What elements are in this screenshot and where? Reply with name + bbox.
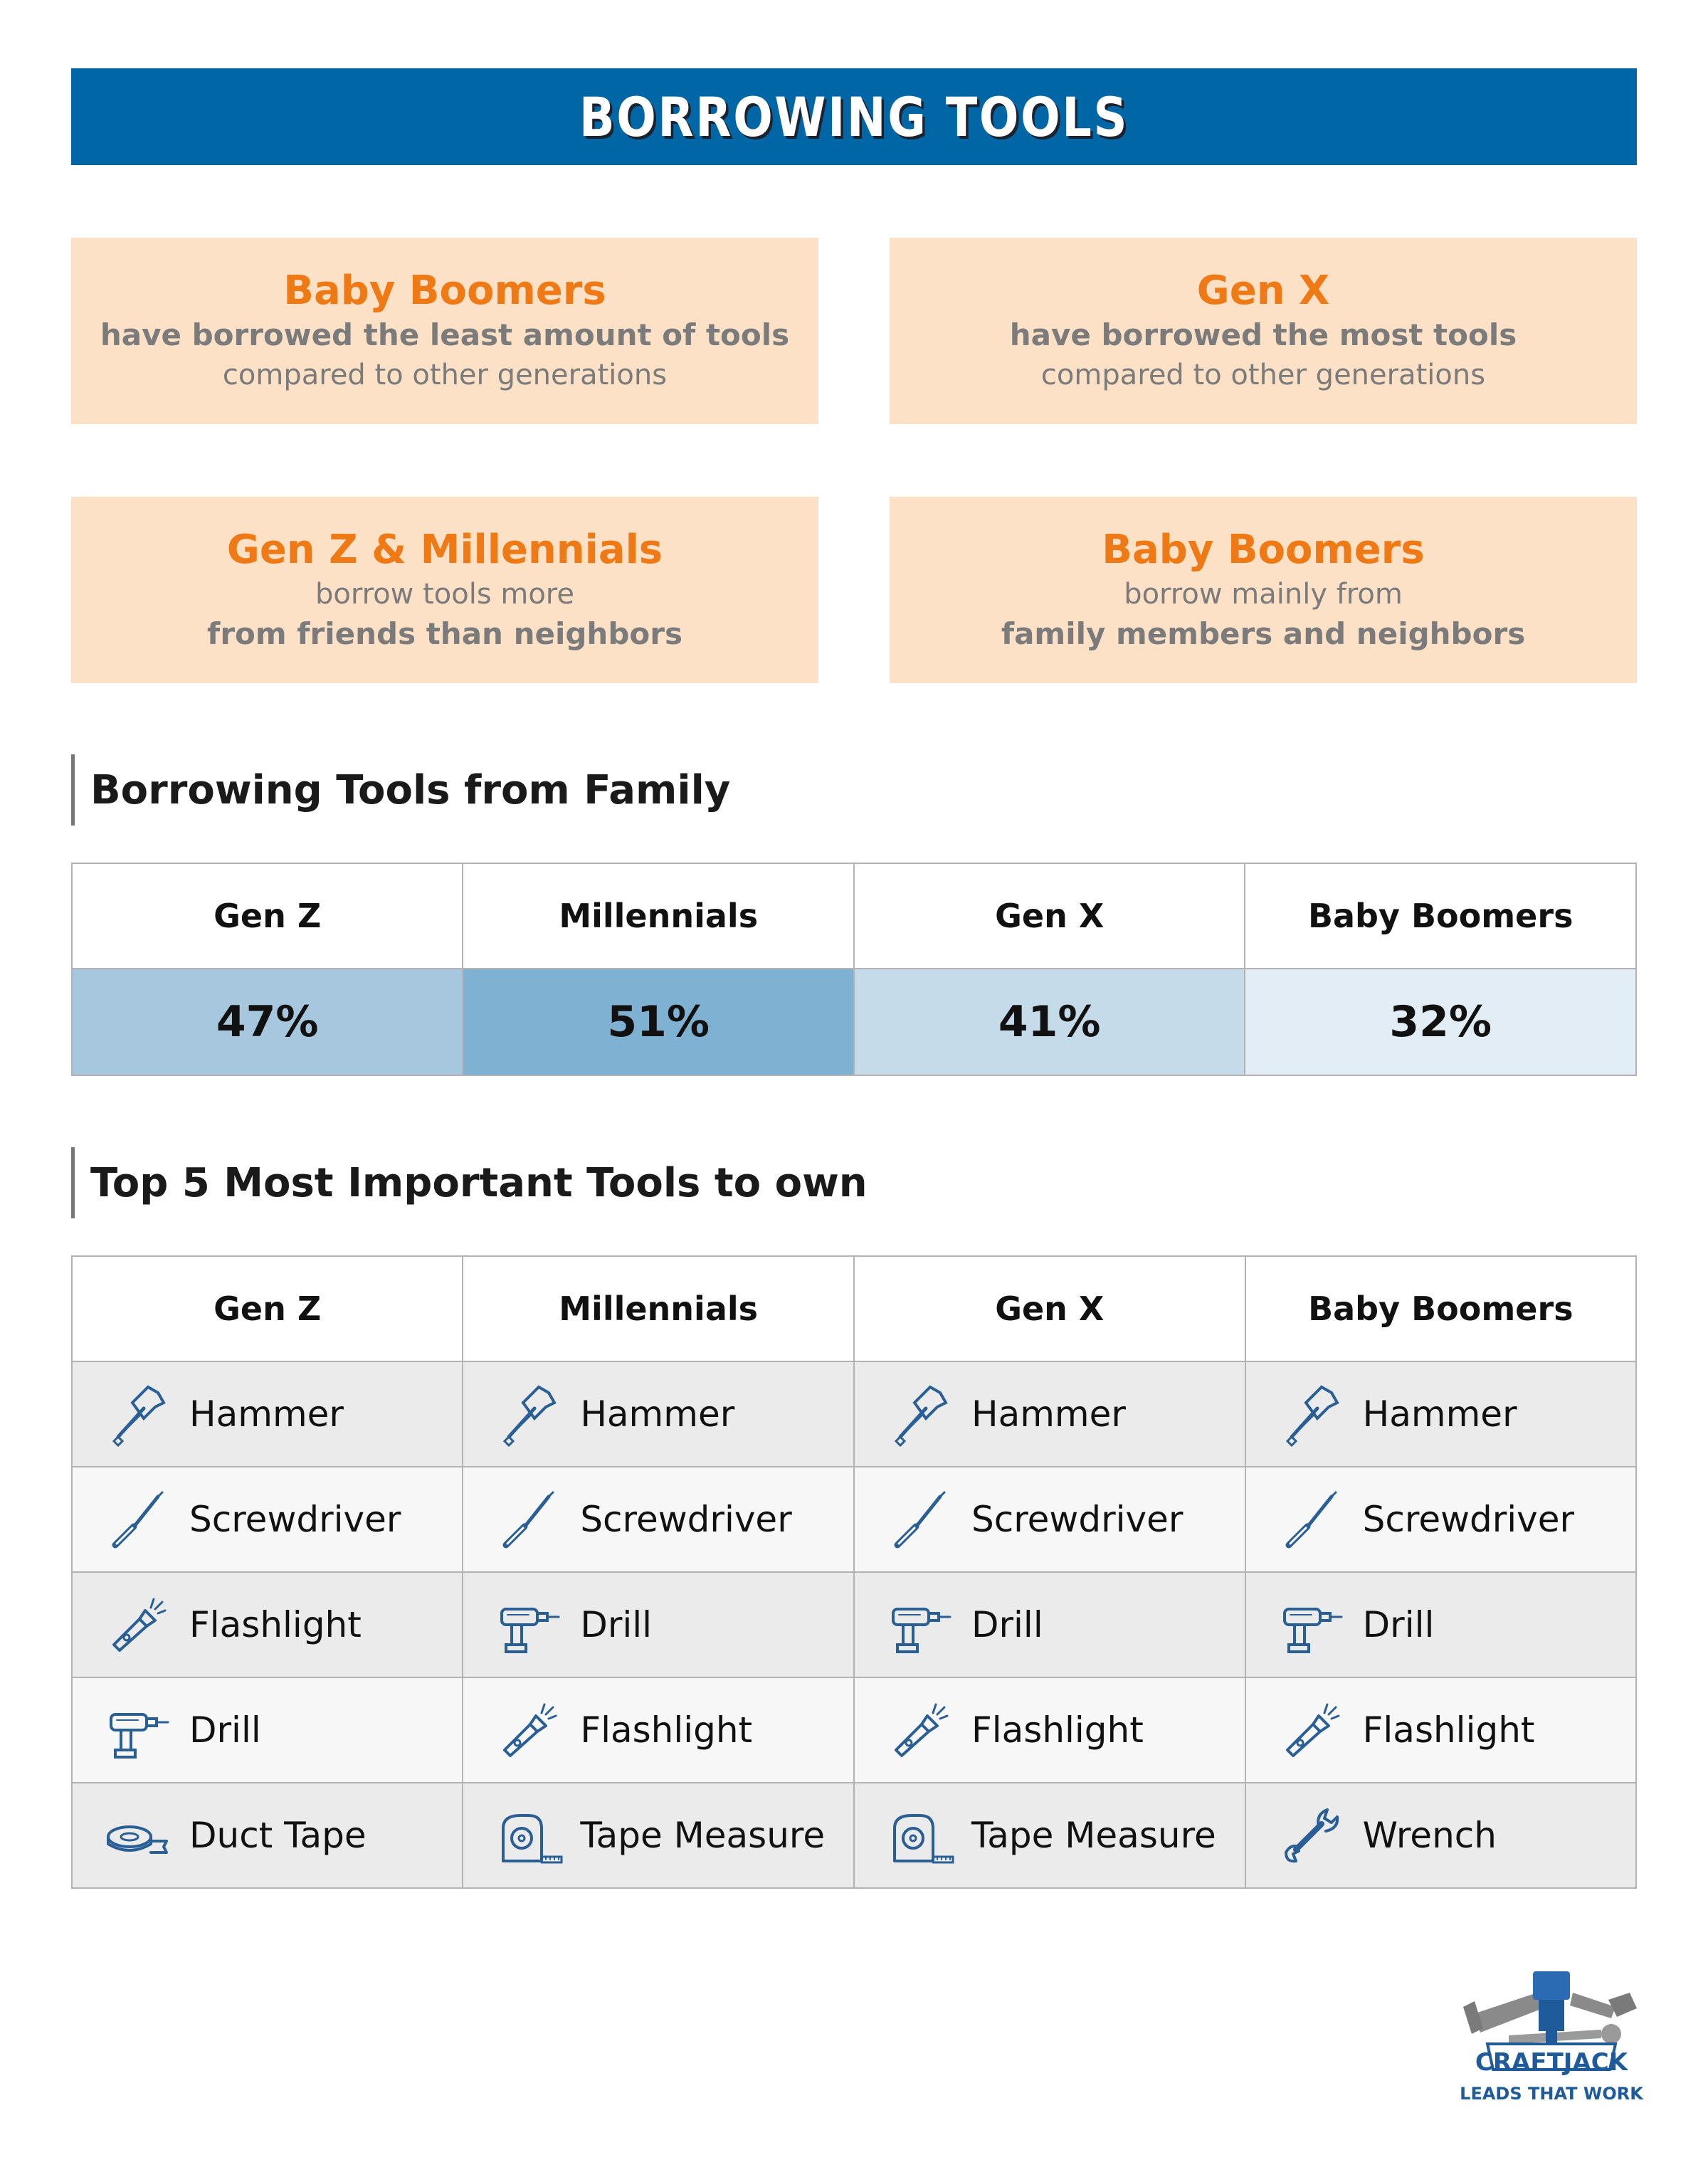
tool-name: Duct Tape — [189, 1815, 367, 1856]
table-row — [72, 1783, 1636, 1888]
flashlight-icon — [1275, 1694, 1346, 1766]
insight-card-3 — [71, 497, 818, 683]
tool-cell — [1245, 1783, 1636, 1888]
craftjack-logo — [1459, 1964, 1644, 2121]
tool-cell — [1245, 1467, 1636, 1572]
tool-name: Drill — [971, 1604, 1043, 1645]
tool-name: Flashlight — [189, 1604, 362, 1645]
duct-tape-icon — [101, 1800, 172, 1871]
tool-cell — [463, 1361, 854, 1467]
tool-name: Hammer — [580, 1393, 735, 1435]
tool-cell — [854, 1783, 1245, 1888]
tool-cell — [854, 1572, 1245, 1677]
card-line-1: borrow tools more — [315, 578, 574, 611]
card-heading: Gen X — [1196, 268, 1330, 314]
column-header: Gen X — [854, 1256, 1245, 1361]
tool-name: Screwdriver — [189, 1499, 401, 1540]
table-row — [72, 1361, 1636, 1467]
tools-table — [71, 1255, 1637, 1889]
tool-cell — [72, 1783, 463, 1888]
tool-cell — [1245, 1572, 1636, 1677]
insight-card-2 — [890, 238, 1637, 424]
flashlight-icon — [101, 1589, 172, 1660]
tool-cell — [1245, 1677, 1636, 1783]
page-title: BORROWING TOOLS — [579, 85, 1129, 149]
card-line-1: have borrowed the least amount of tools — [100, 317, 790, 352]
tool-name: Wrench — [1362, 1815, 1497, 1856]
table-row — [72, 1572, 1636, 1677]
tool-name: Tape Measure — [580, 1815, 826, 1856]
column-header: Baby Boomers — [1245, 863, 1636, 969]
tool-name: Drill — [189, 1709, 261, 1751]
family-section-title: Borrowing Tools from Family — [71, 754, 730, 826]
tool-name: Flashlight — [580, 1709, 753, 1751]
column-header: Millennials — [463, 1256, 854, 1361]
screwdriver-icon — [101, 1484, 172, 1555]
hammer-icon — [883, 1378, 954, 1450]
tool-cell — [854, 1677, 1245, 1783]
drill-icon — [883, 1589, 954, 1660]
card-line-2: family members and neighbors — [1001, 616, 1526, 651]
hammer-icon — [101, 1378, 172, 1450]
tool-name: Hammer — [1362, 1393, 1517, 1435]
tool-cell — [463, 1677, 854, 1783]
tool-name: Screwdriver — [1362, 1499, 1575, 1540]
drill-icon — [1275, 1589, 1346, 1660]
hammer-icon — [492, 1378, 563, 1450]
tool-name: Hammer — [189, 1393, 344, 1435]
card-heading: Baby Boomers — [1102, 527, 1425, 573]
card-line-1: borrow mainly from — [1124, 578, 1403, 611]
percent-cell: 41% — [854, 969, 1245, 1075]
flashlight-icon — [883, 1694, 954, 1766]
tool-name: Tape Measure — [971, 1815, 1216, 1856]
tool-name: Flashlight — [971, 1709, 1144, 1751]
tape-measure-icon — [492, 1800, 563, 1871]
card-line-2: from friends than neighbors — [207, 616, 682, 651]
tool-cell — [854, 1361, 1245, 1467]
drill-icon — [101, 1694, 172, 1766]
column-header: Gen Z — [72, 863, 463, 969]
screwdriver-icon — [492, 1484, 563, 1555]
column-header: Millennials — [463, 863, 854, 969]
title-banner — [71, 68, 1637, 165]
screwdriver-icon — [1275, 1484, 1346, 1555]
logo-tagline: LEADS THAT WORK — [1460, 2084, 1643, 2104]
tool-cell — [72, 1361, 463, 1467]
insight-card-1 — [71, 238, 818, 424]
wrench-icon — [1275, 1800, 1346, 1871]
table-row — [72, 1467, 1636, 1572]
tool-name: Flashlight — [1362, 1709, 1535, 1751]
family-table — [71, 863, 1637, 1076]
hammer-icon — [1275, 1378, 1346, 1450]
percent-cell: 32% — [1245, 969, 1636, 1075]
percent-cell: 47% — [72, 969, 463, 1075]
tool-name: Drill — [580, 1604, 653, 1645]
insight-card-4 — [890, 497, 1637, 683]
screwdriver-icon — [883, 1484, 954, 1555]
tool-cell — [72, 1572, 463, 1677]
flashlight-icon — [492, 1694, 563, 1766]
column-header: Gen Z — [72, 1256, 463, 1361]
tools-section-title: Top 5 Most Important Tools to own — [71, 1147, 868, 1218]
tool-cell — [463, 1572, 854, 1677]
column-header: Gen X — [854, 863, 1245, 969]
tool-name: Hammer — [971, 1393, 1126, 1435]
column-header: Baby Boomers — [1245, 1256, 1636, 1361]
tool-cell — [72, 1467, 463, 1572]
table-row — [72, 1677, 1636, 1783]
tool-name: Drill — [1362, 1604, 1435, 1645]
tool-cell — [854, 1467, 1245, 1572]
card-heading: Baby Boomers — [283, 268, 606, 314]
card-line-1: have borrowed the most tools — [1009, 317, 1517, 352]
card-line-2: compared to other generations — [222, 359, 668, 391]
tool-cell — [1245, 1361, 1636, 1467]
tool-name: Screwdriver — [580, 1499, 792, 1540]
percent-cell: 51% — [463, 969, 854, 1075]
logo-name: CRAFTJACK — [1475, 2048, 1628, 2077]
tool-name: Screwdriver — [971, 1499, 1184, 1540]
tool-cell — [463, 1467, 854, 1572]
card-line-2: compared to other generations — [1040, 359, 1486, 391]
tool-cell — [463, 1783, 854, 1888]
card-heading: Gen Z & Millennials — [226, 527, 663, 573]
tool-cell — [72, 1677, 463, 1783]
tape-measure-icon — [883, 1800, 954, 1871]
drill-icon — [492, 1589, 563, 1660]
